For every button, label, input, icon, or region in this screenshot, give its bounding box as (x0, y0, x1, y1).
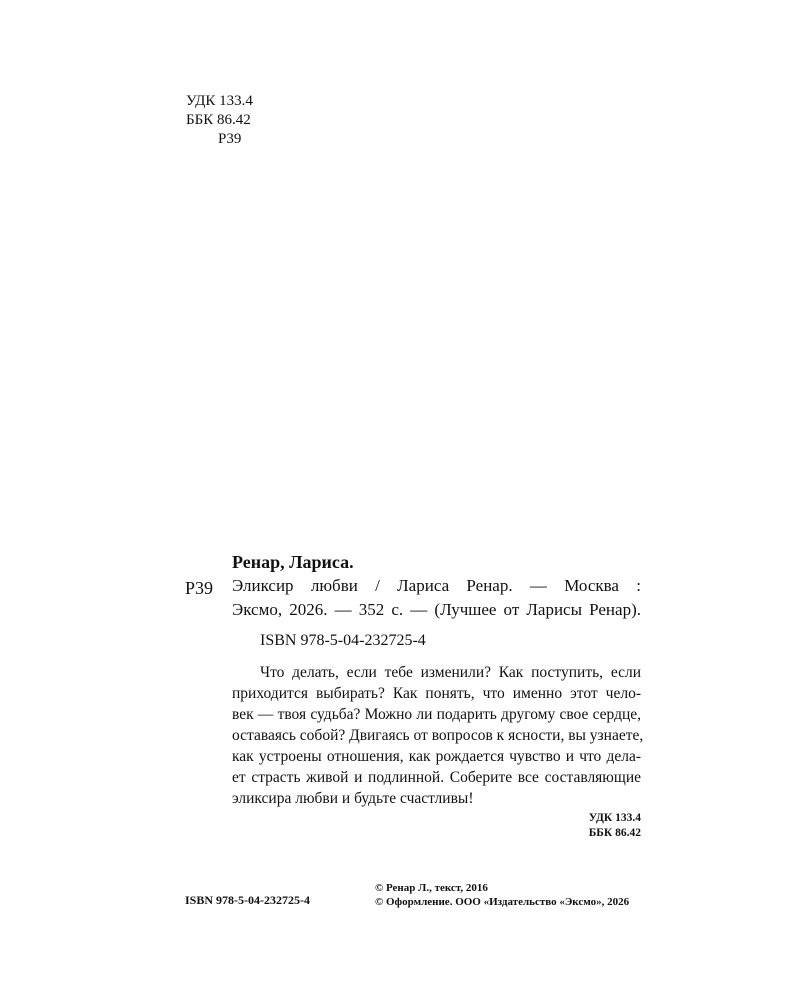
entry-author-code: Р39 (185, 578, 214, 598)
annotation-line: эликсира любви и будьте счастливы! (232, 790, 474, 807)
annotation-line: ет страсть живой и подлинной. Соберите все составляющие (232, 769, 641, 786)
header-bbk: ББК 86.42 (186, 112, 251, 128)
entry-isbn: ISBN 978-5-04-232725-4 (260, 632, 426, 649)
copyright-text: © Ренар Л., текст, 2016 (375, 882, 488, 894)
footer-isbn: ISBN 978-5-04-232725-4 (185, 893, 310, 907)
bibliographic-line-2: Эксмо, 2026. — 352 с. — (Лучшее от Ларисы Ренар). (232, 600, 641, 619)
annotation-line: приходится выбирать? Как понять, что именно этот чело- (232, 685, 641, 702)
copyright-design: © Оформление. ООО «Издательство «Эксмо», 2026 (375, 896, 630, 908)
annotation-line: век — твоя судьба? Можно ли подарить другому свое сердце, (232, 706, 641, 723)
annotation-line: оставаясь собой? Двигаясь от вопросов к ясности, вы узнаете, (232, 727, 644, 744)
annotation-line: Что делать, если тебе изменили? Как поступить, если (260, 664, 641, 681)
classification-udk: УДК 133.4 (588, 812, 641, 824)
annotation-line: как устроены отношения, как рождается чувство и что дела- (232, 748, 641, 765)
header-udk: УДК 133.4 (186, 93, 253, 109)
header-author-code: Р39 (218, 131, 242, 147)
author-name: Ренар, Лариса. (232, 552, 354, 572)
classification-bbk: ББК 86.42 (588, 827, 641, 839)
bibliographic-line-1: Эликсир любви / Лариса Ренар. — Москва : (232, 576, 641, 595)
